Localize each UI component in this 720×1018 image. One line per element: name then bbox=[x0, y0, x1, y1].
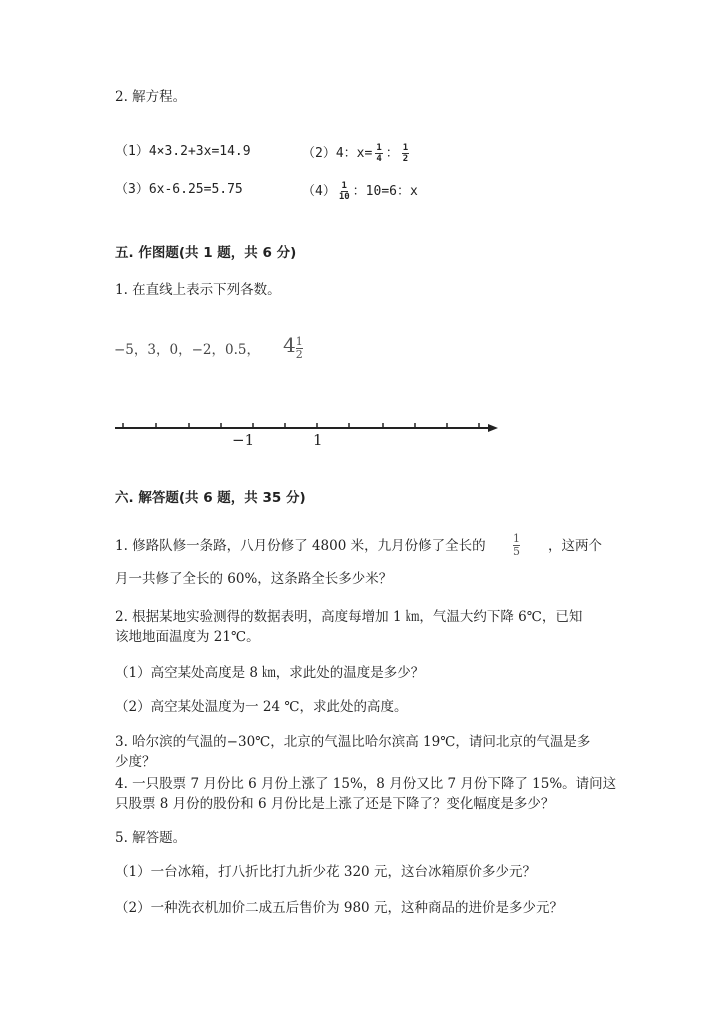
question-text: （1）一台冰箱，打八折比打九折少花 320 元，这台冰箱原价多少元？ bbox=[115, 864, 536, 880]
question-text: （2）一种洗衣机加价二成五后售价为 980 元，这种商品的进价是多少元？ bbox=[115, 900, 563, 916]
question-text: 2. 根据某地实验测得的数据表明，高度每增加 1 ㎞，气温大约下降 6℃，已知 bbox=[115, 609, 583, 625]
equation-3: （3）6x-6.25=5.75 bbox=[115, 182, 243, 197]
question-text: 该地地面温度为 21℃。 bbox=[115, 629, 260, 645]
arrow-icon bbox=[488, 424, 498, 432]
mixed-number: 4 $\frac{1}{2}$ bbox=[283, 333, 303, 361]
question-title: 2. 解方程。 bbox=[115, 89, 187, 105]
question-text: （1）高空某处高度是 8 ㎞，求此处的温度是多少？ bbox=[115, 665, 425, 681]
axis-label: −1 bbox=[232, 431, 255, 449]
section-heading: 六. 解答题(共 6 题，共 35 分) bbox=[115, 490, 306, 506]
fraction: $\frac{1}{2}$ bbox=[402, 143, 409, 164]
question-text: 1. 在直线上表示下列各数。 bbox=[115, 282, 281, 298]
axis-label: 1 bbox=[313, 431, 323, 449]
question-text: 只股票 8 月份的股份和 6 月份比是上涨了还是下降了？变化幅度是多少？ bbox=[115, 796, 555, 812]
eq-text: ：10=6：x bbox=[352, 184, 418, 199]
fraction: $\frac{1}{10}$ bbox=[338, 181, 350, 202]
section-heading: 五. 作图题(共 1 题，共 6 分) bbox=[115, 245, 297, 261]
question-text: 1. 修路队修一条路，八月份修了 4800 米，九月份修了全长的 bbox=[115, 538, 486, 554]
fraction: $\frac{1}{5}$ bbox=[513, 532, 520, 558]
eq-text: （4） bbox=[302, 184, 336, 199]
question-text: ，这两个 bbox=[548, 538, 602, 554]
number-line bbox=[0, 0, 720, 470]
fraction: $\frac{1}{4}$ bbox=[376, 143, 382, 164]
question-text: （2）高空某处温度为一 24 ℃，求此处的高度。 bbox=[115, 699, 408, 715]
eq-text: （2）4：x= bbox=[302, 146, 373, 161]
question-text: 3. 哈尔滨的气温的−30℃，北京的气温比哈尔滨高 19℃，请问北京的气温是多 bbox=[115, 734, 591, 750]
question-text: 少度？ bbox=[115, 754, 156, 770]
question-text: 月一共修了全长的 60%，这条路全长多少米？ bbox=[115, 571, 393, 587]
question-text: 4. 一只股票 7 月份比 6 月份上涨了 15%，8 月份又比 7 月份下降了 15%。请问这 bbox=[115, 776, 617, 792]
eq-text: ： bbox=[385, 146, 399, 161]
equation-1: （1）4×3.2+3x=14.9 bbox=[115, 144, 251, 159]
question-text: 5. 解答题。 bbox=[115, 830, 187, 846]
number-list: −5，3，0，−2，0.5， bbox=[114, 342, 260, 358]
